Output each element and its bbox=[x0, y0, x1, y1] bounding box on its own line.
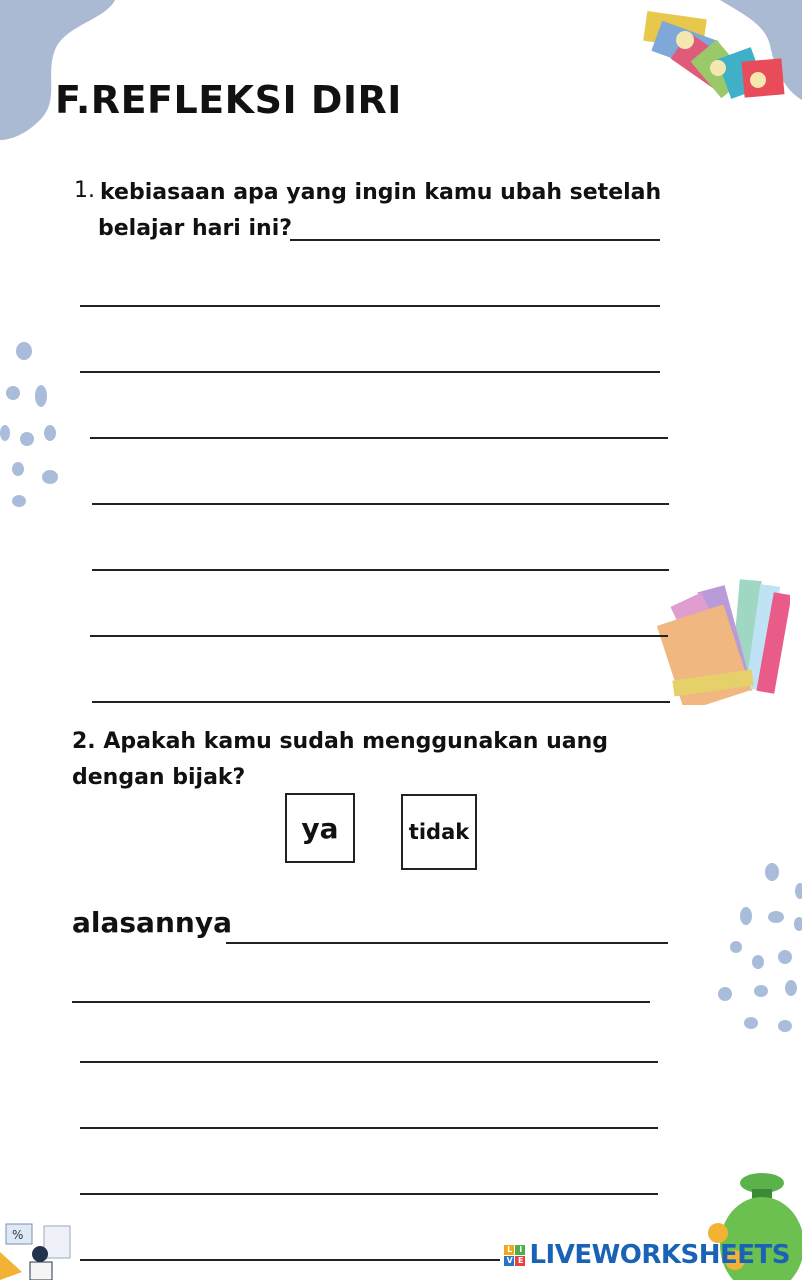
dots-left-decoration bbox=[0, 330, 70, 520]
reason-line-inline[interactable] bbox=[226, 942, 668, 944]
question-1-number: 1. bbox=[74, 178, 95, 203]
answer-1-line-inline[interactable] bbox=[290, 239, 660, 241]
question-1-text-line2: belajar hari ini? bbox=[98, 216, 293, 241]
top-left-blob bbox=[0, 0, 130, 150]
liveworksheets-grid-icon: L I V E bbox=[504, 1245, 525, 1266]
banknotes-stack-icon bbox=[655, 575, 790, 705]
option-ya-button[interactable]: ya bbox=[285, 793, 355, 863]
reason-line[interactable] bbox=[80, 1061, 658, 1063]
reason-label: alasannya bbox=[72, 906, 232, 939]
liveworksheets-brand-text: LIVEWORKSHEETS bbox=[529, 1240, 790, 1270]
person-with-charts-icon bbox=[0, 1222, 80, 1280]
answer-1-line[interactable] bbox=[90, 635, 668, 637]
answer-1-line[interactable] bbox=[90, 437, 668, 439]
answer-1-line[interactable] bbox=[80, 305, 660, 307]
reason-line[interactable] bbox=[80, 1259, 500, 1261]
question-2-text-line2: dengan bijak? bbox=[72, 765, 246, 790]
question-2-text-line1: 2. Apakah kamu sudah menggunakan uang bbox=[72, 729, 609, 754]
dots-right-decoration bbox=[710, 855, 802, 1035]
svg-text:%: % bbox=[12, 1228, 24, 1242]
page-title: F.REFLEKSI DIRI bbox=[55, 78, 402, 122]
answer-1-line[interactable] bbox=[80, 371, 660, 373]
answer-1-line[interactable] bbox=[92, 569, 669, 571]
money-fan-icon bbox=[640, 10, 790, 120]
reason-line[interactable] bbox=[72, 1001, 650, 1003]
answer-1-line[interactable] bbox=[92, 503, 669, 505]
answer-1-line[interactable] bbox=[92, 701, 670, 703]
reason-line[interactable] bbox=[80, 1127, 658, 1129]
liveworksheets-logo[interactable] bbox=[504, 1240, 790, 1270]
reason-line[interactable] bbox=[80, 1193, 658, 1195]
option-tidak-button[interactable]: tidak bbox=[401, 794, 477, 870]
question-1-text-line1: kebiasaan apa yang ingin kamu ubah setelah bbox=[100, 180, 662, 205]
